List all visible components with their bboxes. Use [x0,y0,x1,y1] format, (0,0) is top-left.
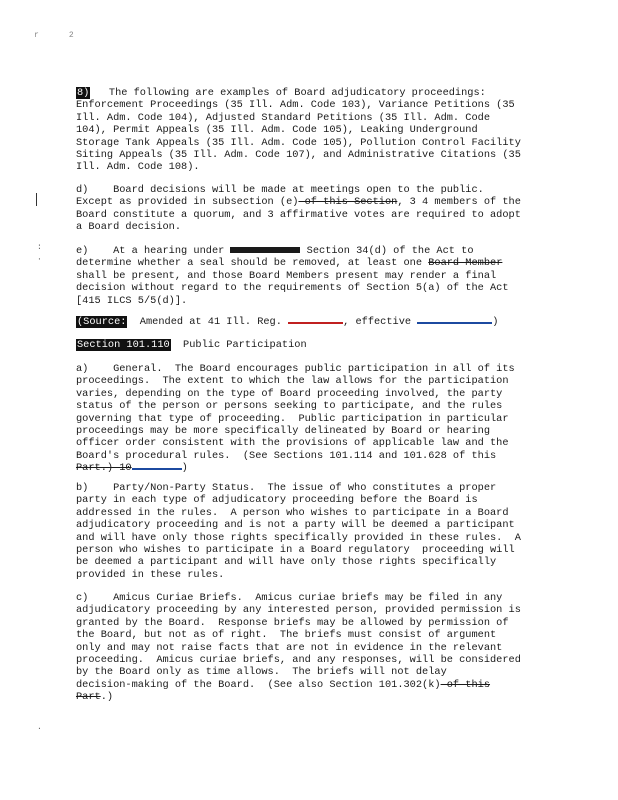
paragraph-marker: 8) [77,87,90,99]
paragraph-general: a) General. The Board encourages public participation in all of its proceedings. The extent to which the law allows for the participation varies, depending on the type of Board proceeding involved, the party status of the person or persons seeking to participate, and the rules governing that type of proceeding. Public participation in particular proceedings may be more specifically delineated by Board or hearing officer order consistent with the provisions of applicable law and the Board's procedural rules. (See Sections 101.114 and 101.628 of this Part.) 10 ) [76,363,515,475]
margin-dot: · [37,255,42,264]
source-label: (Source: [77,316,127,328]
section-heading: Section 101.110 Public Participation [77,339,307,351]
margin-dot: : [37,243,42,252]
redaction-mark [417,321,492,324]
source-note: (Source: Amended at 41 Ill. Reg. , effective ) [77,316,499,328]
paragraph-board-decisions: d) Board decisions will be made at meetings open to the public. Except as provided in subsection (e) of this Section, 3 4 members of the Board constitute a quorum, and 3 affirmative votes are required to adopt a Board decision. [76,184,521,234]
section-number: Section 101.110 [77,339,170,351]
redaction-mark [288,321,343,324]
paragraph-party-status: b) Party/Non-Party Status. The issue of who constitutes a proper party in each type of adjudicatory proceeding before the Board is addressed in the rules. A person who wishes to participate in a Board adjudicatory proceeding and is not a party will be deemed a participant and will have only those rights specifically provided in these rules. A person who wishes to participate in a Board regulatory proceeding will be deemed a participant and will have only those rights specifically provided in these rules. [76,482,521,581]
redaction-mark [132,467,182,470]
margin-dot: . [37,723,42,732]
change-bar [36,193,37,206]
page-corner-marks: r2 [34,31,104,40]
paragraph-hearing-officer: e) At a hearing under Section 34(d) of the Act to determine whether a seal should be removed, at least one Board Member shall be present, and those Board Members present may render a final decision without regard to the requirements of Section 5(a) of the Act [415 ILCS 5/5(d)]. [76,245,509,307]
paragraph-amicus: c) Amicus Curiae Briefs. Amicus curiae briefs may be filed in any adjudicatory proceeding by any interested person, provided permission is granted by the Board. Response briefs may be allowed by permission of the Board, but not as of right. The briefs must consist of argument only and may not raise facts that are not in evidence in the relevant proceeding. Amicus curiae briefs, and any responses, will be considered by the Board only as time allows. The briefs will not delay decision-making of the Board. (See also Section 101.302(k) of this Part.) [76,592,521,704]
redaction-mark [230,247,300,253]
paragraph-examples: 8) The following are examples of Board adjudicatory proceedings: Enforcement Proceedings (35 Ill. Adm. Code 103), Variance Petitions (35 Ill. Adm. Code 104), Adjusted Standard Petitions (35 Ill. Adm. Code 104), Permit Appeals (35 Ill. Adm. Code 105), Leaking Underground Storage Tank Appeals (35 Ill. Adm. Code 105), Pollution Control Facility Siting Appeals (35 Ill. Adm. Code 107), and Administrative Citations (35 Ill. Adm. Code 108). [76,87,521,174]
